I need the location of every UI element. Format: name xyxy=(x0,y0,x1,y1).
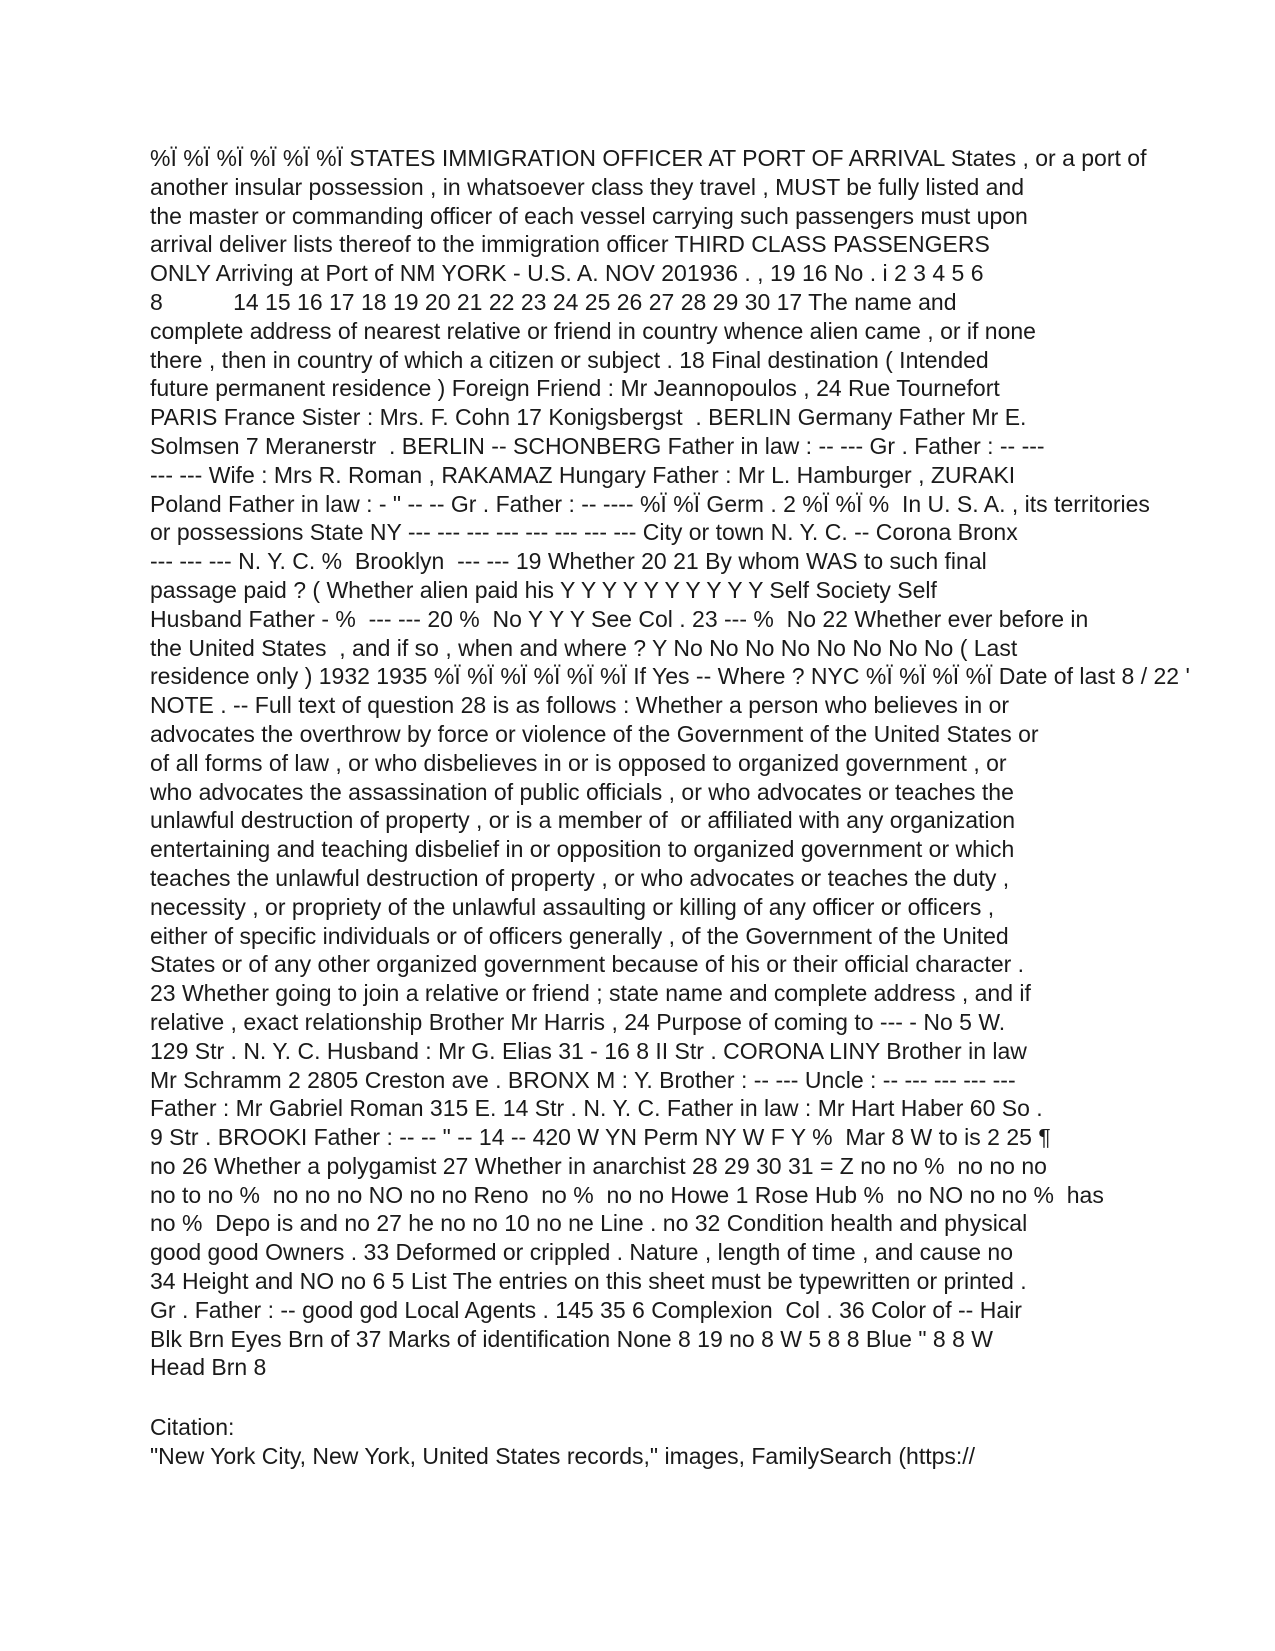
transcription-text xyxy=(150,144,1275,1382)
text-line: entertaining and teaching disbelief in or opposition to organized government or which xyxy=(150,836,1015,863)
text-line: 129 Str . N. Y. C. Husband : Mr G. Elias 31 - 16 8 II Str . CORONA LINY Brother in law xyxy=(150,1037,1027,1064)
text-line: no % Depo is and no 27 he no no 10 no ne Line . no 32 Condition health and physical xyxy=(150,1210,1028,1237)
text-line: Blk Brn Eyes Brn of 37 Marks of identification None 8 19 no 8 W 5 8 8 Blue " 8 8 W xyxy=(150,1325,993,1352)
text-line: the United States , and if so , when and where ? Y No No No No No No No No ( Last xyxy=(150,634,1018,661)
text-line: the master or commanding officer of each vessel carrying such passengers must upon xyxy=(150,202,1028,229)
text-line: Father : Mr Gabriel Roman 315 E. 14 Str . N. Y. C. Father in law : Mr Hart Haber 60 So . xyxy=(150,1095,1043,1122)
text-line: NOTE . -- Full text of question 28 is as follows : Whether a person who believes in or xyxy=(150,692,1010,719)
text-line: Head Brn 8 xyxy=(150,1354,267,1381)
text-line: no 26 Whether a polygamist 27 Whether in anarchist 28 29 30 31 = Z no no % no no no xyxy=(150,1152,1047,1179)
text-line: necessity , or propriety of the unlawful assaulting or killing of any officer or officers , xyxy=(150,893,995,920)
text-line: relative , exact relationship Brother Mr Harris , 24 Purpose of coming to --- - No 5 W. xyxy=(150,1008,1006,1035)
text-line: arrival deliver lists thereof to the immigration officer THIRD CLASS PASSENGERS xyxy=(150,231,990,258)
text-line: complete address of nearest relative or friend in country whence alien came , or if none xyxy=(150,317,1036,344)
citation-block xyxy=(150,1413,1250,1471)
text-line: ONLY Arriving at Port of NM YORK - U.S. A. NOV 201936 . , 19 16 No . i 2 3 4 5 6 xyxy=(150,260,984,287)
text-line: no to no % no no no NO no no Reno no % no no Howe 1 Rose Hub % no NO no no % has xyxy=(150,1181,1104,1208)
text-line: either of specific individuals or of officers generally , of the Government of the United xyxy=(150,922,1009,949)
text-line: another insular possession , in whatsoever class they travel , MUST be fully listed and xyxy=(150,173,1024,200)
text-line: 34 Height and NO no 6 5 List The entries on this sheet must be typewritten or printed . xyxy=(150,1268,1027,1295)
text-line: PARIS France Sister : Mrs. F. Cohn 17 Konigsbergst . BERLIN Germany Father Mr E. xyxy=(150,404,1027,431)
citation-text: "New York City, New York, United States records," images, FamilySearch (https:// xyxy=(150,1442,976,1469)
text-line: who advocates the assassination of public officials , or who advocates or teaches the xyxy=(150,778,1014,805)
text-line: there , then in country of which a citizen or subject . 18 Final destination ( Intended xyxy=(150,346,989,373)
text-line: Solmsen 7 Meranerstr . BERLIN -- SCHONBERG Father in law : -- --- Gr . Father : -- --- xyxy=(150,432,1045,459)
text-line: good good Owners . 33 Deformed or crippled . Nature , length of time , and cause no xyxy=(150,1239,1013,1266)
text-line: residence only ) 1932 1935 %Ï %Ï %Ï %Ï %Ï %Ï If Yes -- Where ? NYC %Ï %Ï %Ï %Ï Date of last 8 / 22 ' xyxy=(150,663,1190,690)
text-line: Gr . Father : -- good god Local Agents . 145 35 6 Complexion Col . 36 Color of -- Hair xyxy=(150,1296,1022,1323)
text-line: advocates the overthrow by force or violence of the Government of the United States or xyxy=(150,720,1039,747)
text-line: States or of any other organized government because of his or their official character . xyxy=(150,951,1025,978)
text-line: teaches the unlawful destruction of property , or who advocates or teaches the duty , xyxy=(150,864,1010,891)
text-line: 8 14 15 16 17 18 19 20 21 22 23 24 25 26 27 28 29 30 17 The name and xyxy=(150,288,957,315)
text-line: passage paid ? ( Whether alien paid his Y Y Y Y Y Y Y Y Y Y Self Society Self xyxy=(150,576,937,603)
text-line: 23 Whether going to join a relative or friend ; state name and complete address , and if xyxy=(150,980,1031,1007)
citation-label: Citation: xyxy=(150,1414,235,1440)
text-line: Poland Father in law : - " -- -- Gr . Father : -- ---- %Ï %Ï Germ . 2 %Ï %Ï % In U. S. A. , its territories xyxy=(150,490,1150,517)
text-line: --- --- Wife : Mrs R. Roman , RAKAMAZ Hungary Father : Mr L. Hamburger , ZURAKI xyxy=(150,461,1016,488)
text-line: of all forms of law , or who disbelieves in or is opposed to organized government , or xyxy=(150,749,1007,776)
text-line: unlawful destruction of property , or is a member of or affiliated with any organization xyxy=(150,807,1016,834)
text-line: or possessions State NY --- --- --- --- --- --- --- --- City or town N. Y. C. -- Corona Bronx xyxy=(150,519,1018,546)
text-line: Mr Schramm 2 2805 Creston ave . BRONX M : Y. Brother : -- --- Uncle : -- --- --- --- --- xyxy=(150,1066,1016,1093)
text-line: Husband Father - % --- --- 20 % No Y Y Y See Col . 23 --- % No 22 Whether ever before in xyxy=(150,605,1089,632)
text-line: %Ï %Ï %Ï %Ï %Ï %Ï STATES IMMIGRATION OFFICER AT PORT OF ARRIVAL States , or a port of xyxy=(150,145,1147,171)
text-line: 9 Str . BROOKI Father : -- -- " -- 14 -- 420 W YN Perm NY W F Y % Mar 8 W to is 2 25 ¶ xyxy=(150,1124,1051,1151)
text-line: future permanent residence ) Foreign Friend : Mr Jeannopoulos , 24 Rue Tournefort xyxy=(150,375,1000,402)
text-line: --- --- --- N. Y. C. % Brooklyn --- --- 19 Whether 20 21 By whom WAS to such final xyxy=(150,548,987,575)
